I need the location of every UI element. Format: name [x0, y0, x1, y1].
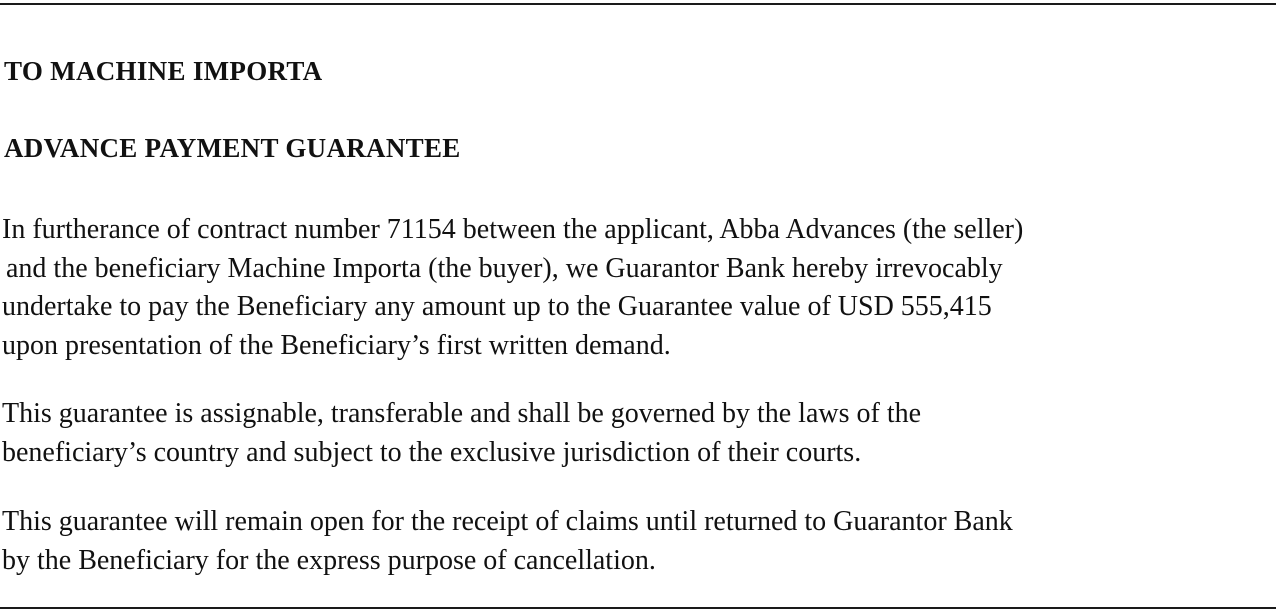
expiry-paragraph [2, 503, 1013, 580]
addressee-heading: TO MACHINE IMPORTA [4, 56, 323, 86]
paragraph-line: This guarantee will remain open for the receipt of claims until returned to Guarantor Bank [2, 506, 1013, 537]
paragraph-line: In furtherance of contract number 71154 between the applicant, Abba Advances (the seller) [2, 214, 1024, 245]
paragraph-line: upon presentation of the Beneficiary’s first written demand. [2, 329, 671, 361]
paragraph-line: beneficiary’s country and subject to the exclusive jurisdiction of their courts. [2, 436, 862, 468]
bottom-divider [0, 607, 1276, 609]
paragraph-line: and the beneficiary Machine Importa (the buyer), we Guarantor Bank hereby irrevocably [6, 252, 1003, 284]
top-divider [0, 3, 1276, 5]
paragraph-line: by the Beneficiary for the express purpose of cancellation. [2, 544, 656, 576]
document-title: ADVANCE PAYMENT GUARANTEE [4, 133, 461, 163]
paragraph-line: undertake to pay the Beneficiary any amount up to the Guarantee value of USD 555,415 [2, 291, 992, 322]
governing-law-paragraph [2, 395, 921, 472]
guarantee-undertaking-paragraph [2, 211, 1023, 365]
paragraph-line: This guarantee is assignable, transferable and shall be governed by the laws of the [2, 398, 922, 429]
